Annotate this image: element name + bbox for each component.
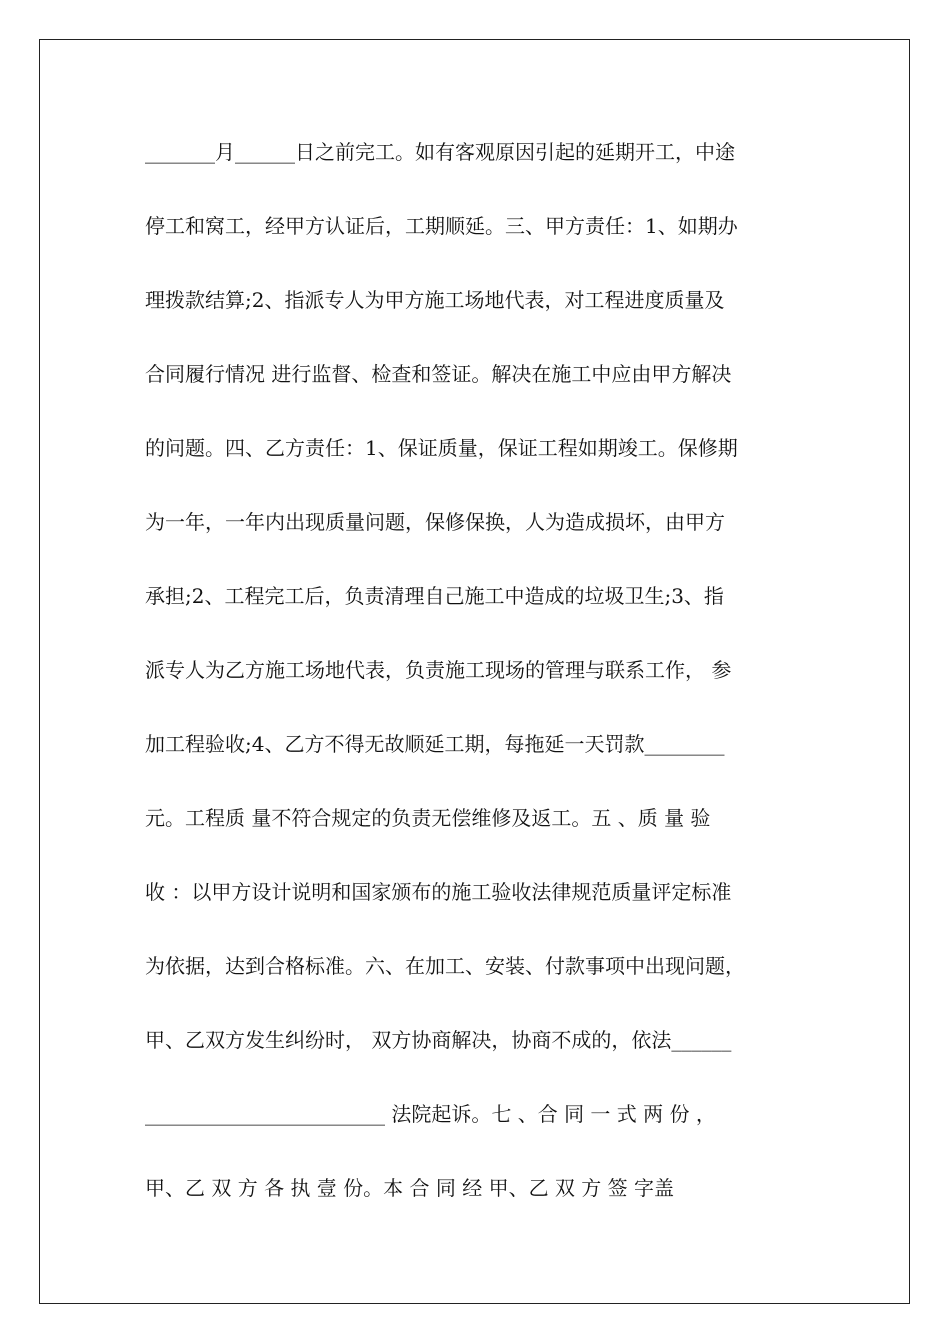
text-line: ________________________ 法院起诉。七 、合 同 一 式 两 份 ， <box>145 1102 716 1126</box>
text-line: 派专人为乙方施工场地代表，负责施工现场的管理与联系工作， 参 <box>145 658 732 682</box>
text-line: 甲、乙 双 方 各 执 壹 份。本 合 同 经 甲、乙 双 方 签 字盖 <box>145 1176 675 1200</box>
text-line: 收 ：以甲方设计说明和国家颁布的施工验收法律规范质量评定标准 <box>145 880 732 904</box>
text-line: _______月______日之前完工。如有客观原因引起的延期开工，中途 <box>145 140 735 164</box>
text-line: 的问题。四、乙方责任：1、保证质量，保证工程如期竣工。保修期 <box>145 436 738 460</box>
text-line: 加工程验收;4、乙方不得无故顺延工期，每拖延一天罚款________ <box>145 732 725 756</box>
text-line: 甲、乙双方发生纠纷时， 双方协商解决，协商不成的，依法______ <box>145 1028 732 1052</box>
text-line: 停工和窝工，经甲方认证后，工期顺延。三、甲方责任：1、如期办 <box>145 214 738 238</box>
text-line: 合同履行情况 进行监督、检查和签证。解决在施工中应由甲方解决 <box>145 362 732 386</box>
text-line: 为依据，达到合格标准。六、在加工、安装、付款事项中出现问题， <box>145 954 745 978</box>
text-line: 承担;2、工程完工后，负责清理自己施工中造成的垃圾卫生;3、指 <box>145 584 724 608</box>
document-body <box>145 132 805 1242</box>
text-line: 理拨款结算;2、指派专人为甲方施工场地代表，对工程进度质量及 <box>145 288 725 312</box>
text-line: 为一年，一年内出现质量问题，保修保换，人为造成损坏，由甲方 <box>145 510 725 534</box>
text-line: 元。工程质 量不符合规定的负责无偿维修及返工。五 、质 量 验 <box>145 806 711 830</box>
